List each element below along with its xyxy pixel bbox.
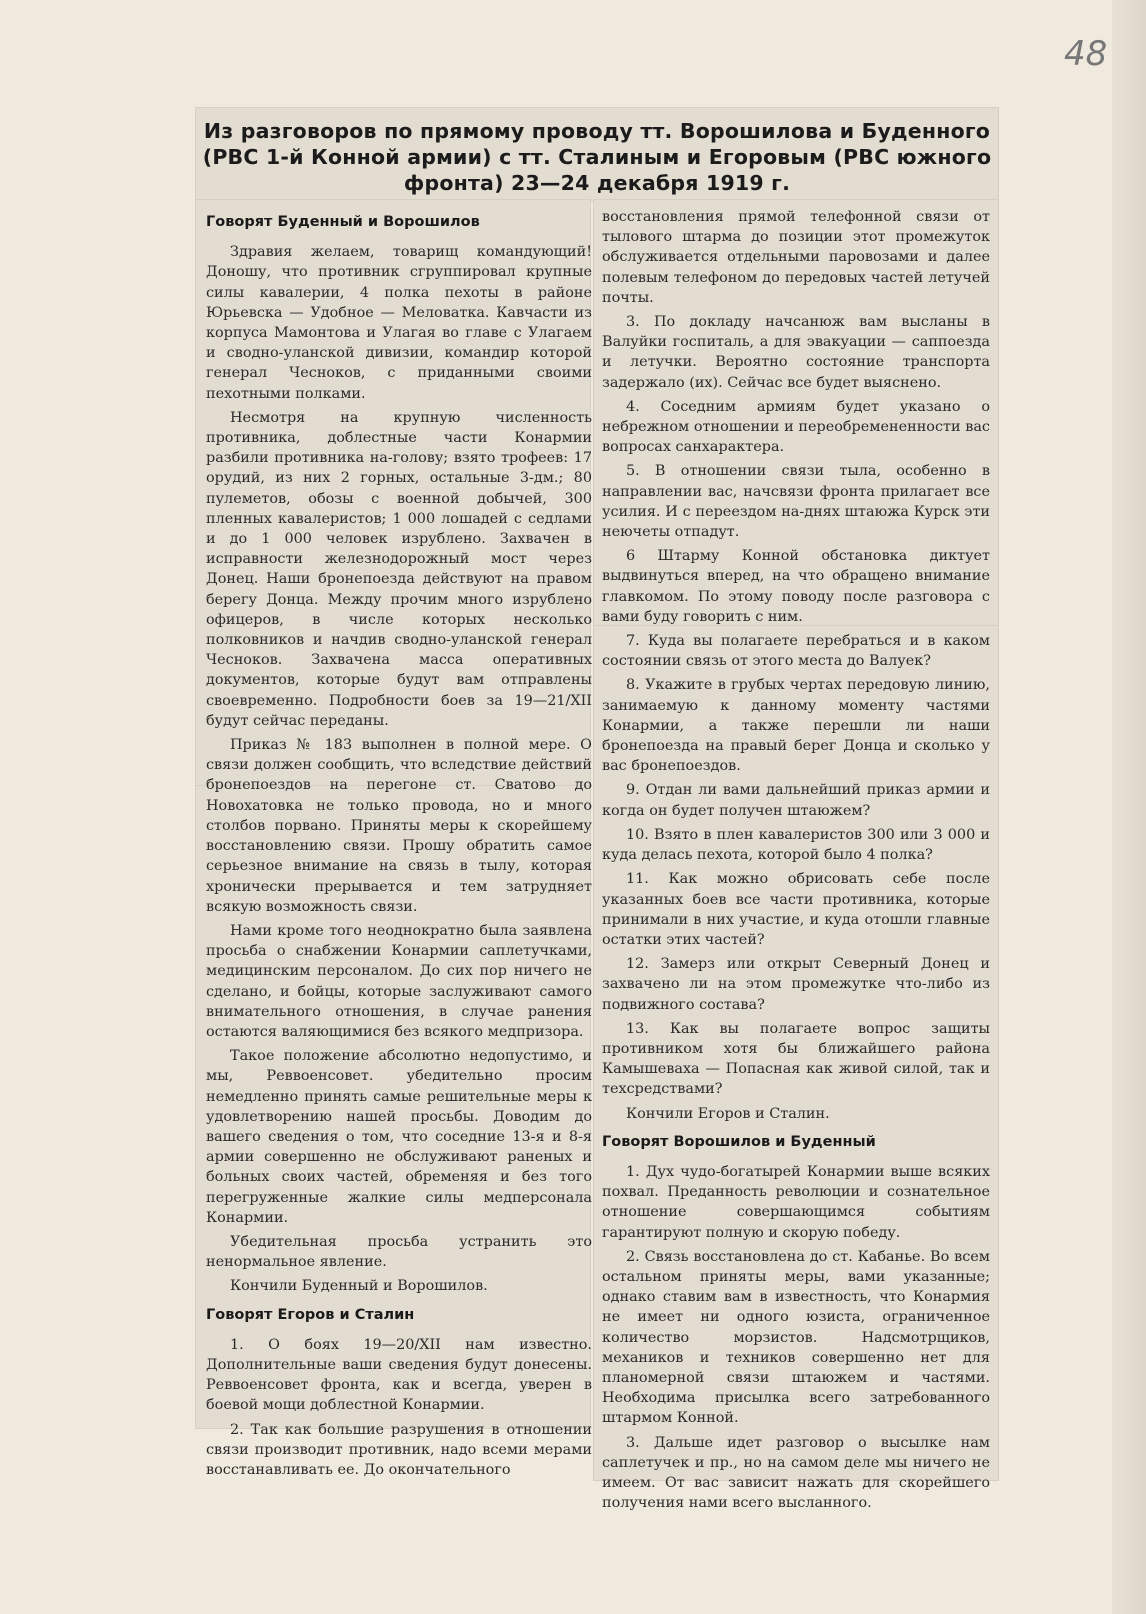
paragraph: 1. О боях 19—20/XII нам известно. Дополнительные ваши сведения будут донесены. Реввоенсовет фронта, как и всегда, уверен в боевой мощи доблестной Конармии. <box>206 1336 592 1414</box>
left-column <box>206 212 592 1484</box>
article-title: Из разговоров по прямому проводу тт. Ворошилова и Буденного (РВС 1-й Конной армии) с тт. Сталиным и Егоровым (РВС южного фронта) 23—24 декабря 1919 г. <box>202 119 992 195</box>
paragraph: Кончили Буденный и Ворошилов. <box>230 1278 488 1295</box>
page-number: 48 <box>1064 34 1108 74</box>
paragraph: Убедительная просьба устранить это ненормальное явление. <box>206 1233 592 1271</box>
paragraph: 1. Дух чудо-богатырей Конармии выше всяких похвал. Преданность революции и сознательное отношение совершающимся событиям гарантируют полную и скорую победу. <box>602 1163 990 1241</box>
paragraph: восстановления прямой телефонной связи от тылового штарма до позиции этот промежуток обслуживается отдельными паровозами и далее полевым телефоном до передовых частей летучей почты. <box>602 209 990 306</box>
paragraph: 10. Взято в плен кавалеристов 300 или 3 000 и куда делась пехота, которой было 4 полка? <box>602 826 990 864</box>
paragraph: 3. По докладу начсанюж вам высланы в Валуйки госпиталь, а для эвакуации — саппоезда и летучки. Вероятно состояние транспорта задержало (их). Сейчас все будет выяснено. <box>602 314 990 391</box>
paragraph: Несмотря на крупную численность противника, доблестные части Конармии разбили противника на-голову; взято трофеев: 17 орудий, из них 2 горных, остальные 3-дм.; 80 пулеметов, обозы с военной добычей, 300 пленных кавалеристов; 1 000 лошадей с седлами и до 1 000 человек изрублено. Захвачен в исправности железнодорожный мост через Донец. Наши бронепоезда действуют на правом берегу Донца. Между прочим много изрублено офицеров, в числе которых несколько полковников и начдив сводно-уланской генерал Чесноков. Захвачена масса оперативных документов, которые будут вам отправлены своевременно. Подробности боев за 19—21/XII будут сейчас переданы. <box>206 409 592 729</box>
paragraph: 3. Дальше идет разговор о высылке нам саплетучек и пр., но на самом деле мы ничего не имеем. От вас зависит нажать для скорейшего получения нами всего высланного. <box>602 1434 990 1512</box>
sheet-edge <box>1112 0 1146 1614</box>
paragraph: 5. В отношении связи тыла, особенно в направлении вас, начсвязи фронта прилагает все усилия. И с переездом на-днях штаюжа Курск эти неючеты отпадут. <box>602 463 990 541</box>
section-heading: Говорят Ворошилов и Буденный <box>602 1133 876 1150</box>
paragraph: 9. Отдан ли вами дальнейший приказ армии и когда он будет получен штаюжем? <box>602 782 990 819</box>
section-heading: Говорят Буденный и Ворошилов <box>206 214 480 230</box>
section-heading: Говорят Егоров и Сталин <box>206 1306 415 1323</box>
paragraph: 8. Укажите в грубых чертах передовую линию, занимаемую к данному моменту частями Конармии, а также перешли ли наши бронепоезда на правый берег Донца и сколько у вас бронепоездов. <box>602 677 990 775</box>
paragraph: Приказ № 183 выполнен в полной мере. О связи должен сообщить, что вследствие действий бронепоездов на перегоне ст. Сватово до Новохатовка не только провода, но и много столбов порвано. Приняты меры к скорейшему восстановлению связи. Прошу обратить самое серьезное внимание на связь в тылу, которая хронически прерывается и тем затрудняет всякую возможность связи. <box>206 737 592 915</box>
paragraph: 4. Соседним армиям будет указано о небрежном отношении и переобремененности вас вопросах санхарактера. <box>602 398 990 456</box>
paragraph: Такое положение абсолютно недопустимо, и мы, Реввоенсовет. убедительно просим немедленно принять самые решительные меры к удовлетворению нашей просьбы. Доводим до вашего сведения о том, что соседние 13-я и 8-я армии совершенно не обслуживают раненых и больных своих частей, обременяя и без того перегруженные жалкие силы медперсонала Конармии. <box>206 1048 592 1226</box>
paragraph: 11. Как можно обрисовать себе после указанных боев все части противника, которые принимали в них участие, и куда отошли главные остатки этих частей? <box>602 871 990 948</box>
paragraph: 7. Куда вы полагаете перебраться и в каком состоянии связь от этого места до Валуек? <box>602 633 990 670</box>
paragraph: 12. Замерз или открыт Северный Донец и захвачено ли на этом промежутке что-либо из подвижного состава? <box>602 956 990 1013</box>
paragraph: Здравия желаем, товарищ командующий! Доношу, что противник сгруппировал крупные силы кавалерии, 4 полка пехоты в районе Юрьевска — Удобное — Меловатка. Кавчасти из корпуса Мамонтова и Улагая во главе с Улагаем и сводно-уланской дивизии, командир которой генерал Чесноков, с приданными своими пехотными полками. <box>206 244 592 402</box>
paragraph: 6 Штарму Конной обстановка диктует выдвинуться вперед, на что обращено внимание главкомом. По этому поводу после разговора с вами буду говорить с ним. <box>602 548 990 625</box>
paragraph: 2. Связь восстановлена до ст. Кабанье. Во всем остальном приняты меры, вами указанные; однако ставим вам в известность, что Конармия не имеет ни одного юзиста, ограниченное количество морзистов. Надсмотрщиков, механиков и техников совершенно нет для планомерной связи штаюжем и частями. Необходима присылка всего затребованного штармом Конной. <box>602 1248 990 1427</box>
right-column <box>602 207 990 1517</box>
paragraph: Кончили Егоров и Сталин. <box>626 1105 830 1122</box>
paragraph: 13. Как вы полагаете вопрос защиты противником хотя бы ближайшего района Камышеваха — Попасная как живой силой, так и техсредствами? <box>602 1020 990 1098</box>
paragraph: 2. Так как большие разрушения в отношении связи производит противник, надо всеми мерами восстанавливать ее. До окончательного <box>206 1421 592 1478</box>
paragraph: Нами кроме того неоднократно была заявлена просьба о снабжении Конармии саплетучками, медицинским персоналом. До сих пор ничего не сделано, и бойцы, которые заслуживают самого внимательного отношения, в случае ранения остаются валяющимися без всякого медпризора. <box>206 922 592 1040</box>
